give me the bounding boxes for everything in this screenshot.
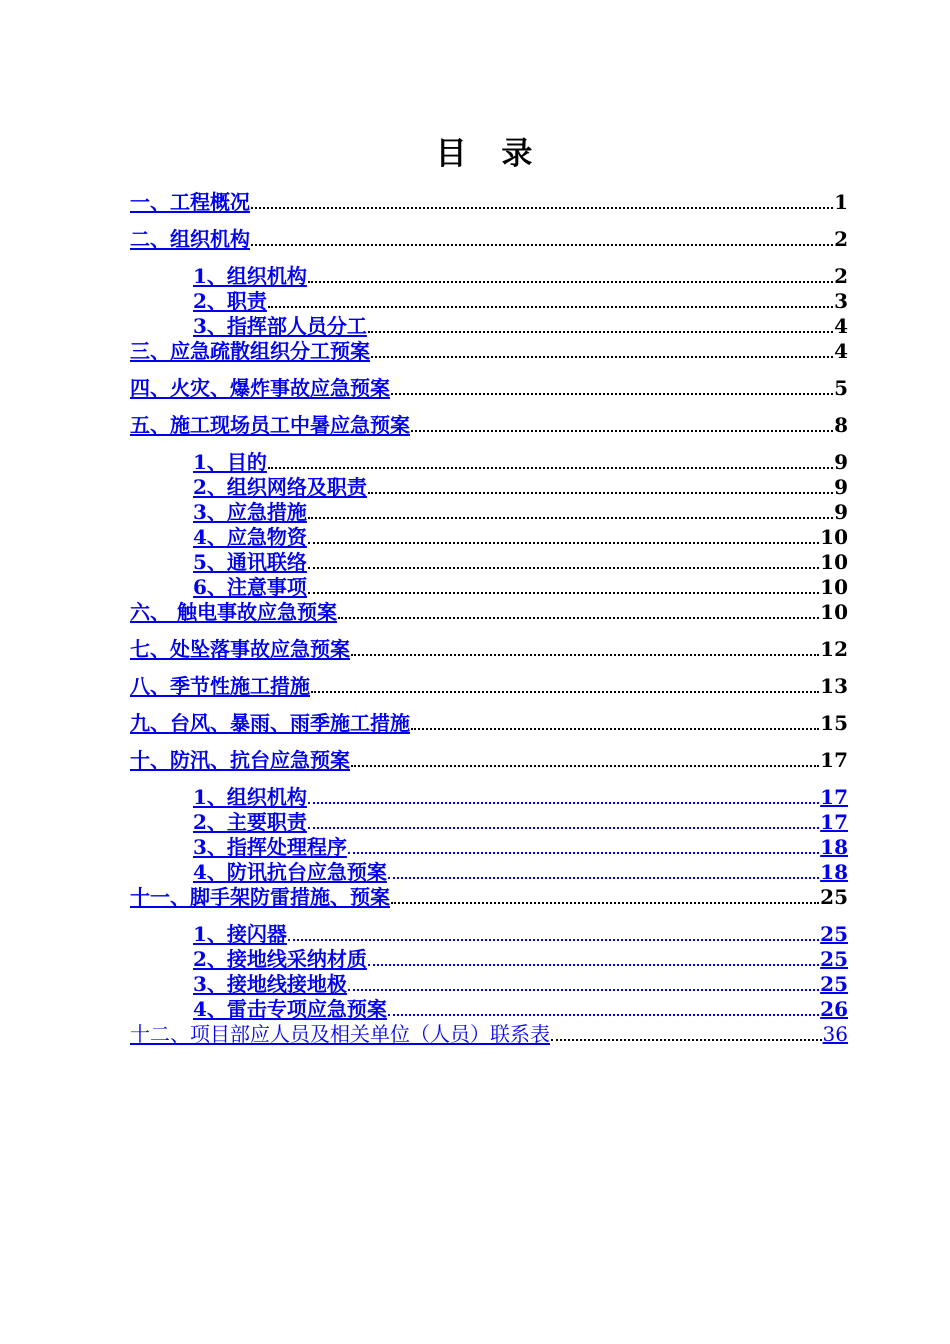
toc-entry[interactable]	[130, 475, 848, 500]
toc-entry-link[interactable]: 3、应急措施	[193, 500, 307, 524]
toc-entry[interactable]	[130, 264, 848, 289]
toc-entry-link[interactable]: 4、防讯抗台应急预案	[193, 860, 387, 884]
toc-entry[interactable]	[130, 190, 848, 215]
toc-page-number: 26	[820, 997, 848, 1021]
toc-page-number: 25	[820, 947, 848, 971]
toc-entry[interactable]	[130, 314, 848, 339]
toc-dot-leader	[351, 653, 819, 656]
toc-entry[interactable]	[130, 885, 848, 910]
toc-page-number: 13	[820, 674, 848, 698]
toc-entry-link[interactable]: 十一、脚手架防雷措施、预案	[130, 885, 390, 909]
toc-dot-leader	[311, 690, 819, 693]
toc-entry[interactable]	[130, 1022, 848, 1047]
toc-page-number: 4	[834, 314, 848, 338]
toc-entry[interactable]	[130, 413, 848, 438]
toc-page-number: 1	[834, 190, 848, 214]
toc-page-number: 9	[834, 475, 848, 499]
toc-entry[interactable]	[130, 860, 848, 885]
toc-entry[interactable]	[130, 289, 848, 314]
toc-dot-leader	[348, 851, 819, 854]
toc-entry-link[interactable]: 十二、项目部应人员及相关单位（人员）联系表	[130, 1022, 550, 1046]
table-of-contents	[130, 190, 848, 1047]
toc-entry[interactable]	[130, 575, 848, 600]
toc-page-number: 10	[820, 600, 848, 624]
toc-dot-leader	[368, 491, 833, 494]
toc-entry[interactable]	[130, 227, 848, 252]
toc-entry-link[interactable]: 3、指挥部人员分工	[193, 314, 367, 338]
toc-dot-leader	[268, 466, 833, 469]
toc-entry[interactable]	[130, 711, 848, 736]
toc-dot-leader	[348, 988, 819, 991]
toc-entry[interactable]	[130, 339, 848, 364]
toc-page-number: 4	[834, 339, 848, 363]
toc-entry[interactable]	[130, 922, 848, 947]
toc-entry-link[interactable]: 二、组织机构	[130, 227, 250, 251]
toc-page-number: 5	[834, 376, 848, 400]
toc-dot-leader	[351, 764, 819, 767]
toc-entry-link[interactable]: 3、接地线接地极	[193, 972, 347, 996]
toc-page-number: 10	[820, 550, 848, 574]
toc-page-number: 3	[834, 289, 848, 313]
toc-page-number: 18	[820, 835, 848, 859]
toc-page-number: 10	[820, 575, 848, 599]
toc-entry-link[interactable]: 四、火灾、爆炸事故应急预案	[130, 376, 390, 400]
toc-dot-leader	[268, 305, 833, 308]
toc-entry-link[interactable]: 一、工程概况	[130, 190, 250, 214]
toc-dot-leader	[288, 938, 819, 941]
toc-entry-link[interactable]: 七、处坠落事故应急预案	[130, 637, 350, 661]
toc-dot-leader	[251, 243, 833, 246]
page-title: 目 录	[435, 136, 545, 172]
toc-entry[interactable]	[130, 785, 848, 810]
toc-entry[interactable]	[130, 600, 848, 625]
toc-dot-leader	[308, 516, 833, 519]
toc-entry-link[interactable]: 1、组织机构	[193, 264, 307, 288]
toc-page-number: 36	[822, 1022, 848, 1046]
toc-entry[interactable]	[130, 376, 848, 401]
toc-entry-link[interactable]: 八、季节性施工措施	[130, 674, 310, 698]
toc-dot-leader	[308, 566, 819, 569]
toc-entry-link[interactable]: 1、接闪器	[193, 922, 287, 946]
toc-entry-link[interactable]: 1、目的	[193, 450, 267, 474]
toc-page-number: 9	[834, 500, 848, 524]
toc-entry[interactable]	[130, 525, 848, 550]
toc-entry[interactable]	[130, 810, 848, 835]
toc-dot-leader	[308, 801, 819, 804]
toc-page-number: 17	[820, 748, 848, 772]
toc-entry-link[interactable]: 2、职责	[193, 289, 267, 313]
toc-page-number: 9	[834, 450, 848, 474]
toc-dot-leader	[368, 963, 819, 966]
toc-dot-leader	[308, 280, 833, 283]
toc-page-number: 17	[820, 785, 848, 809]
toc-entry-link[interactable]: 5、通讯联络	[193, 550, 307, 574]
toc-page-number: 25	[820, 885, 848, 909]
toc-dot-leader	[411, 429, 833, 432]
toc-dot-leader	[308, 541, 819, 544]
toc-entry-link[interactable]: 三、应急疏散组织分工预案	[130, 339, 370, 363]
toc-entry[interactable]	[130, 997, 848, 1022]
toc-dot-leader	[391, 901, 819, 904]
toc-page-number: 25	[820, 972, 848, 996]
toc-dot-leader	[371, 355, 833, 358]
toc-dot-leader	[308, 826, 819, 829]
toc-entry[interactable]	[130, 500, 848, 525]
toc-dot-leader	[388, 876, 819, 879]
toc-entry-link[interactable]: 六、 触电事故应急预案	[130, 600, 337, 624]
toc-entry[interactable]	[130, 835, 848, 860]
toc-page-number: 17	[820, 810, 848, 834]
toc-dot-leader	[251, 206, 833, 209]
toc-entry-link[interactable]: 6、注意事项	[193, 575, 307, 599]
toc-entry[interactable]	[130, 972, 848, 997]
toc-dot-leader	[308, 591, 819, 594]
toc-entry[interactable]	[130, 450, 848, 475]
toc-entry-link[interactable]: 4、应急物资	[193, 525, 307, 549]
toc-entry-link[interactable]: 2、主要职责	[193, 810, 307, 834]
toc-entry-link[interactable]: 九、台风、暴雨、雨季施工措施	[130, 711, 410, 735]
toc-entry[interactable]	[130, 748, 848, 773]
toc-entry-link[interactable]: 4、雷击专项应急预案	[193, 997, 387, 1021]
toc-page-number: 2	[834, 264, 848, 288]
toc-page-number: 12	[820, 637, 848, 661]
toc-entry-link[interactable]: 1、组织机构	[193, 785, 307, 809]
toc-entry-link[interactable]: 2、组织网络及职责	[193, 475, 367, 499]
toc-dot-leader	[338, 616, 819, 619]
toc-dot-leader	[551, 1038, 822, 1041]
toc-entry-link[interactable]: 2、接地线采纳材质	[193, 947, 367, 971]
toc-entry-link[interactable]: 五、施工现场员工中暑应急预案	[130, 413, 410, 437]
toc-dot-leader	[391, 392, 833, 395]
toc-dot-leader	[388, 1013, 819, 1016]
toc-entry-link[interactable]: 十、防汛、抗台应急预案	[130, 748, 350, 772]
toc-entry-link[interactable]: 3、指挥处理程序	[193, 835, 347, 859]
toc-dot-leader	[368, 330, 833, 333]
toc-entry[interactable]	[130, 674, 848, 699]
toc-page-number: 2	[834, 227, 848, 251]
toc-page-number: 15	[820, 711, 848, 735]
toc-dot-leader	[411, 727, 819, 730]
toc-entry[interactable]	[130, 947, 848, 972]
toc-page-number: 18	[820, 860, 848, 884]
toc-page-number: 8	[834, 413, 848, 437]
toc-page-number: 25	[820, 922, 848, 946]
toc-entry[interactable]	[130, 550, 848, 575]
toc-entry[interactable]	[130, 637, 848, 662]
toc-page-number: 10	[820, 525, 848, 549]
